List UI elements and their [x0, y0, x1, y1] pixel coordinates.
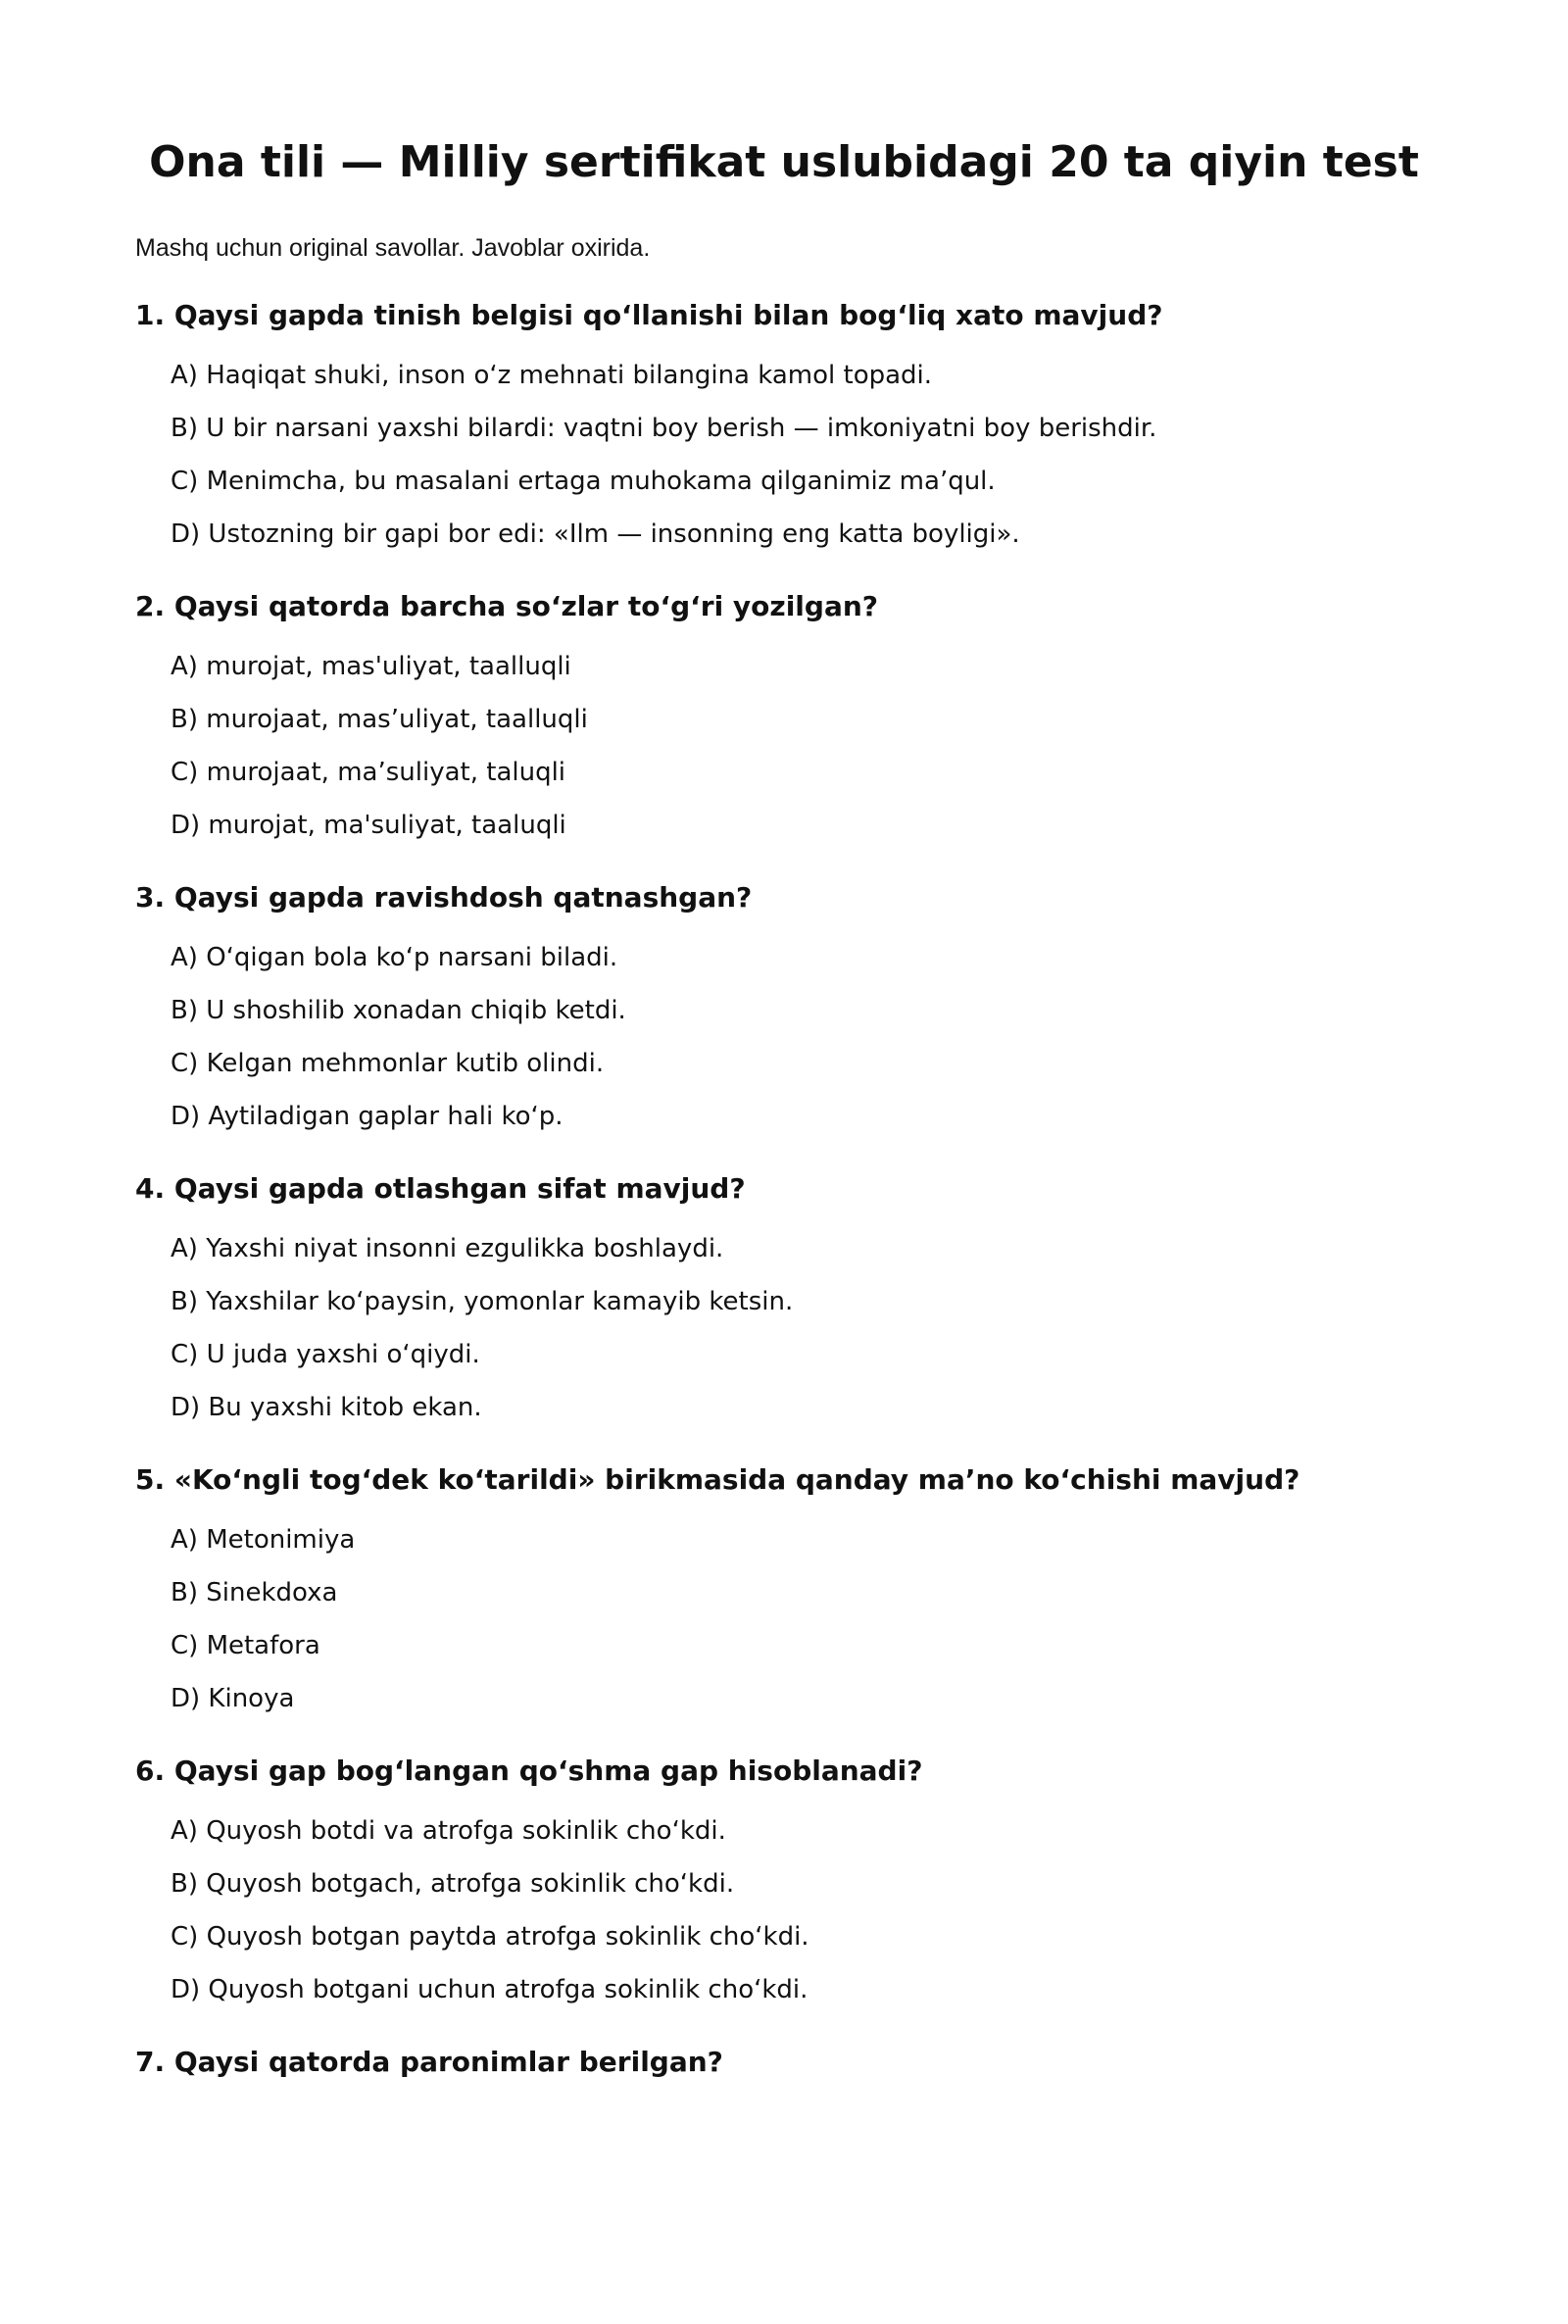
- page-title: Ona tili — Milliy sertifikat uslubidagi 20 ta qiyin test: [149, 137, 1419, 187]
- answer-option-b: B) Yaxshilar ko‘paysin, yomonlar kamayib ketsin.: [171, 1287, 794, 1316]
- answer-option-d: D) Ustozning bir gapi bor edi: «Ilm — insonning eng katta boyligi».: [171, 519, 1020, 549]
- answer-option-a: A) murojat, mas'uliyat, taalluqli: [171, 652, 571, 681]
- answer-option-c: C) U juda yaxshi o‘qiydi.: [171, 1340, 480, 1369]
- page-subtitle: Mashq uchun original savollar. Javoblar oxirida.: [135, 234, 651, 262]
- question-6: [135, 1742, 1433, 2033]
- answer-option-b: B) U shoshilib xonadan chiqib ketdi.: [171, 996, 626, 1025]
- answer-options: [135, 1222, 1433, 1434]
- answer-options: [135, 349, 1433, 561]
- question-text: 2. Qaysi qatorda barcha so‘zlar to‘g‘ri yozilgan?: [135, 590, 879, 622]
- question-text: 6. Qaysi gap bog‘langan qo‘shma gap hisoblanadi?: [135, 1755, 923, 1787]
- answer-option-a: A) Metonimiya: [171, 1525, 356, 1555]
- answer-option-d: D) murojat, ma'suliyat, taaluqli: [171, 811, 566, 840]
- answer-option-a: A) Quyosh botdi va atrofga sokinlik cho‘kdi.: [171, 1816, 726, 1846]
- question-text: 5. «Ko‘ngli tog‘dek ko‘tarildi» birikmasida qanday ma’no ko‘chishi mavjud?: [135, 1463, 1300, 1496]
- answer-option-a: A) O‘qigan bola ko‘p narsani biladi.: [171, 943, 618, 972]
- answer-option-d: D) Bu yaxshi kitob ekan.: [171, 1393, 482, 1422]
- answer-option-c: C) Quyosh botgan paytda atrofga sokinlik cho‘kdi.: [171, 1922, 809, 1952]
- answer-option-b: B) Sinekdoxa: [171, 1578, 338, 1607]
- answer-option-d: D) Quyosh botgani uchun atrofga sokinlik cho‘kdi.: [171, 1975, 808, 2004]
- answer-option-d: D) Kinoya: [171, 1684, 295, 1713]
- answer-option-b: B) murojaat, mas’uliyat, taalluqli: [171, 705, 588, 734]
- question-list: [135, 286, 1433, 2324]
- answer-option-b: B) Quyosh botgach, atrofga sokinlik cho‘kdi.: [171, 1869, 735, 1899]
- question-1: [135, 286, 1433, 577]
- answer-option-c: C) Metafora: [171, 1631, 320, 1660]
- answer-options: [135, 931, 1433, 1143]
- answer-option-a: A) Haqiqat shuki, inson o‘z mehnati bilangina kamol topadi.: [171, 361, 933, 390]
- question-5: [135, 1451, 1433, 1742]
- answer-options: [135, 1805, 1433, 2016]
- answer-option-c: C) Menimcha, bu masalani ertaga muhokama qilganimiz ma’qul.: [171, 467, 996, 496]
- answer-option-c: C) murojaat, ma’suliyat, taluqli: [171, 758, 566, 787]
- answer-option-d: D) Aytiladigan gaplar hali ko‘p.: [171, 1102, 564, 1131]
- question-7: [135, 2033, 1433, 2324]
- question-text: 1. Qaysi gapda tinish belgisi qo‘llanishi bilan bog‘liq xato mavjud?: [135, 299, 1163, 331]
- answer-option-a: A) Yaxshi niyat insonni ezgulikka boshlaydi.: [171, 1234, 724, 1263]
- question-4: [135, 1160, 1433, 1451]
- question-2: [135, 577, 1433, 868]
- question-text: 3. Qaysi gapda ravishdosh qatnashgan?: [135, 881, 753, 914]
- answer-option-c: C) Kelgan mehmonlar kutib olindi.: [171, 1049, 605, 1078]
- answer-options: [135, 1513, 1433, 1725]
- answer-option-b: B) U bir narsani yaxshi bilardi: vaqtni boy berish — imkoniyatni boy berishdir.: [171, 414, 1157, 443]
- question-text: 7. Qaysi qatorda paronimlar berilgan?: [135, 2046, 723, 2078]
- question-text: 4. Qaysi gapda otlashgan sifat mavjud?: [135, 1172, 746, 1205]
- answer-options: [135, 640, 1433, 852]
- question-3: [135, 868, 1433, 1160]
